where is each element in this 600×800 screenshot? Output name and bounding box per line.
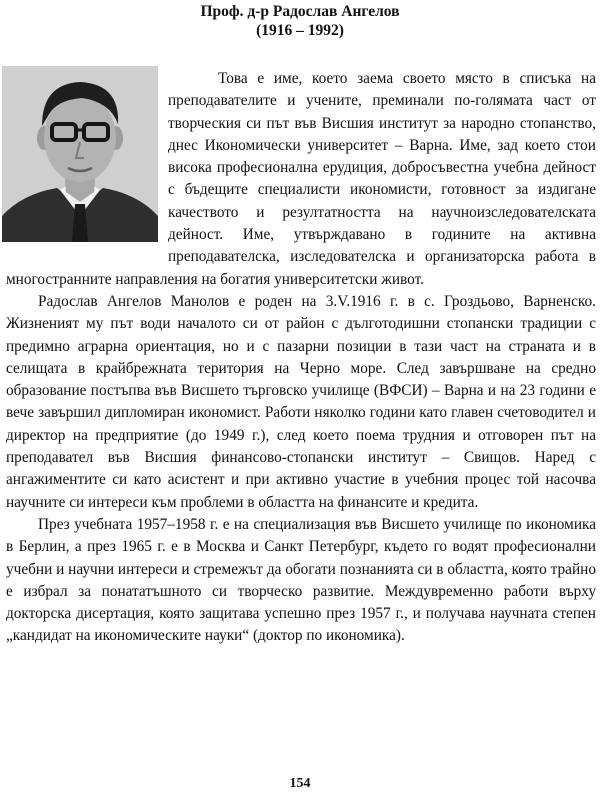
paragraph-3: През учебната 1957–1958 г. е на специализация във Висшето училище по икономика в Берлин, а през 1965 г. е в Москва и Санкт Петербург, където го водят професионални учебни и научни интереси и стремежът да обогати познанията си в областта, която трайно е избрал за понататъшното си творческо развитие. Междувременно работи върху докторска дисертация, която защитава успешно през 1957 г., и получава научната степен „кандидат на икономическите науки“ (доктор по икономика). xyxy=(6,515,596,645)
page-number: 154 xyxy=(289,776,311,791)
page-title xyxy=(0,2,600,40)
life-years: (1916 – 1992) xyxy=(256,22,344,39)
photo-spacer xyxy=(6,68,164,248)
article-body xyxy=(6,68,596,648)
author-name: Проф. д-р Радослав Ангелов xyxy=(200,3,400,20)
paragraph-2: Радослав Ангелов Манолов е роден на 3.V.1916 г. в с. Гроздьово, Варненско. Жизненият му път води началото си от район с дълготодишни стопански традиции с предимно аграрна ориентация, но и с пазарни позиции в тази част на страната и в селищата в крайбрежната територия на Черно море. След завършване на средно образование постъпва във Висшето търговско училище (ВФСИ) – Варна и на 23 години е вече завършил дипломиран икономист. Работи няколко години като главен счетоводител и директор на предприятие (до 1949 г.), след което поема трудния и отговорен път на преподавател във Висшия финансово-стопански институт – Свищов. Наред с ангажиментите си като асистент и при активно участие в учебния процес той насочва научните си интереси към проблеми в областта на финансите и кредита. xyxy=(6,292,596,511)
paragraph-1: Това е име, което заема своето място в списъка на преподавателите и учените, преминали по-голямата част от творческия си път във Висшия институт за народно стопанство, днес Икономически университет – Варна. Име, зад което стои висока професионална ерудиция, добросъвестна учебна дейност с бъдещите специалисти икономисти, готовност за издигане качеството и резултатността на научноизследователската дейност. Име, утвърждавано в годините на активна преподавателска, изследователска и организаторска работа в многостранните направления на богатия университетски живот. xyxy=(6,70,596,288)
